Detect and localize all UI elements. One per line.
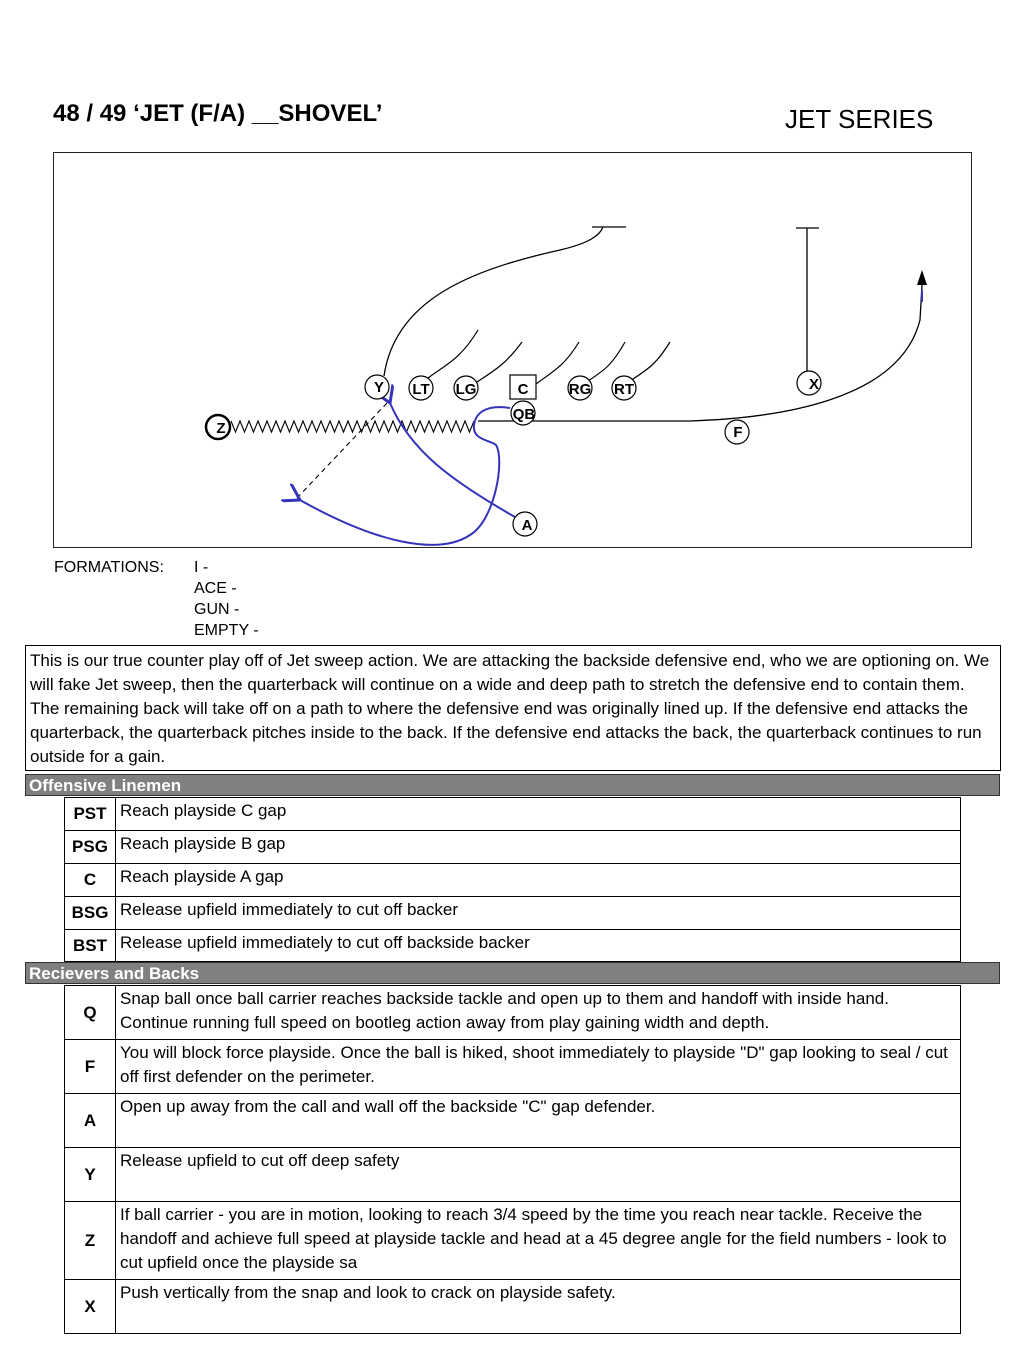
assignment-text: Open up away from the call and wall off the backside "C" gap defender.: [116, 1094, 961, 1148]
position-label: X: [65, 1280, 116, 1334]
assignment-text: Push vertically from the snap and look to crack on playside safety.: [116, 1280, 961, 1334]
table-row: [65, 864, 961, 897]
assignment-text: If ball carrier - you are in motion, looking to reach 3/4 speed by the time you reach near tackle. Receive the handoff and achieve full speed at playside tackle and head at a 45 degree angle for the field numbers - look to cut upfield once the playside sa: [116, 1202, 961, 1280]
c-block: [536, 342, 579, 384]
player-x-label: X: [808, 376, 820, 393]
position-label: PSG: [65, 831, 116, 864]
z-motion-zigzag: [231, 421, 474, 432]
lt-block: [428, 330, 478, 378]
table-row: [65, 986, 961, 1040]
position-label: F: [65, 1040, 116, 1094]
player-y-label: Y: [373, 379, 385, 396]
assignment-text: Snap ball once ball carrier reaches backside tackle and open up to them and handoff with inside hand. Continue running full speed on bootleg action away from play gaining width and depth.: [116, 986, 961, 1040]
player-c-label: C: [517, 381, 529, 398]
position-label: BST: [65, 930, 116, 962]
table-row: [65, 930, 961, 962]
assignment-text: Reach playside A gap: [116, 864, 961, 897]
formations-label: FORMATIONS:: [54, 559, 164, 576]
section-header-backs: Recievers and Backs: [25, 962, 1000, 984]
series-title: JET SERIES: [785, 104, 934, 134]
table-row: [65, 798, 961, 831]
a-route: [390, 403, 515, 517]
player-rt-label: RT: [614, 381, 634, 398]
f-jet-route: [478, 285, 922, 421]
player-qb-label: QB: [512, 406, 536, 423]
player-lg-label: LG: [455, 381, 477, 398]
table-row: [65, 897, 961, 930]
position-label: Y: [65, 1148, 116, 1202]
position-label: PST: [65, 798, 116, 831]
backs-table: [64, 985, 961, 1334]
formation-item: GUN -: [194, 601, 240, 618]
formation-item: ACE -: [194, 580, 237, 597]
play-description: This is our true counter play off of Jet sweep action. We are attacking the backside defensive end, who we are optioning on. We will fake Jet sweep, then the quarterback will continue on a wide and deep path to stretch the defensive end to contain them. The remaining back will take off on a path to where the defensive end was originally lined up. If the defensive end attacks the quarterback, the quarterback pitches inside to the back. If the defensive end attacks the back, the quarterback continues to run outside for a gain.: [25, 645, 1001, 771]
assignment-text: Release upfield immediately to cut off backside backer: [116, 930, 961, 962]
assignment-text: Release upfield immediately to cut off backer: [116, 897, 961, 930]
pitch-dashed-line: [297, 403, 387, 498]
position-label: A: [65, 1094, 116, 1148]
player-a-label: A: [521, 517, 533, 534]
formation-item: EMPTY -: [194, 622, 259, 639]
position-label: Z: [65, 1202, 116, 1280]
assignment-text: Reach playside C gap: [116, 798, 961, 831]
table-row: [65, 1280, 961, 1334]
position-label: Q: [65, 986, 116, 1040]
play-diagram: [0, 0, 1024, 560]
rt-block: [630, 342, 670, 381]
player-f-label: F: [733, 424, 743, 441]
player-lt-label: LT: [412, 381, 430, 398]
linemen-table: [64, 797, 961, 962]
player-rg-label: RG: [568, 381, 592, 398]
arrowhead-icon: [917, 270, 927, 285]
formation-item: I -: [194, 559, 209, 576]
table-row: [65, 1202, 961, 1280]
play-title: 48 / 49 ‘JET (F/A) __SHOVEL’: [53, 100, 383, 127]
position-label: C: [65, 864, 116, 897]
table-row: [65, 1148, 961, 1202]
y-route: [384, 227, 603, 376]
section-header-linemen: Offensive Linemen: [25, 774, 1000, 796]
assignment-text: Reach playside B gap: [116, 831, 961, 864]
table-row: [65, 831, 961, 864]
player-z-label: Z: [216, 420, 226, 437]
assignment-text: You will block force playside. Once the ball is hiked, shoot immediately to playside "D" gap looking to seal / cut off first defender on the perimeter.: [116, 1040, 961, 1094]
table-row: [65, 1040, 961, 1094]
table-row: [65, 1094, 961, 1148]
position-label: BSG: [65, 897, 116, 930]
assignment-text: Release upfield to cut off deep safety: [116, 1148, 961, 1202]
